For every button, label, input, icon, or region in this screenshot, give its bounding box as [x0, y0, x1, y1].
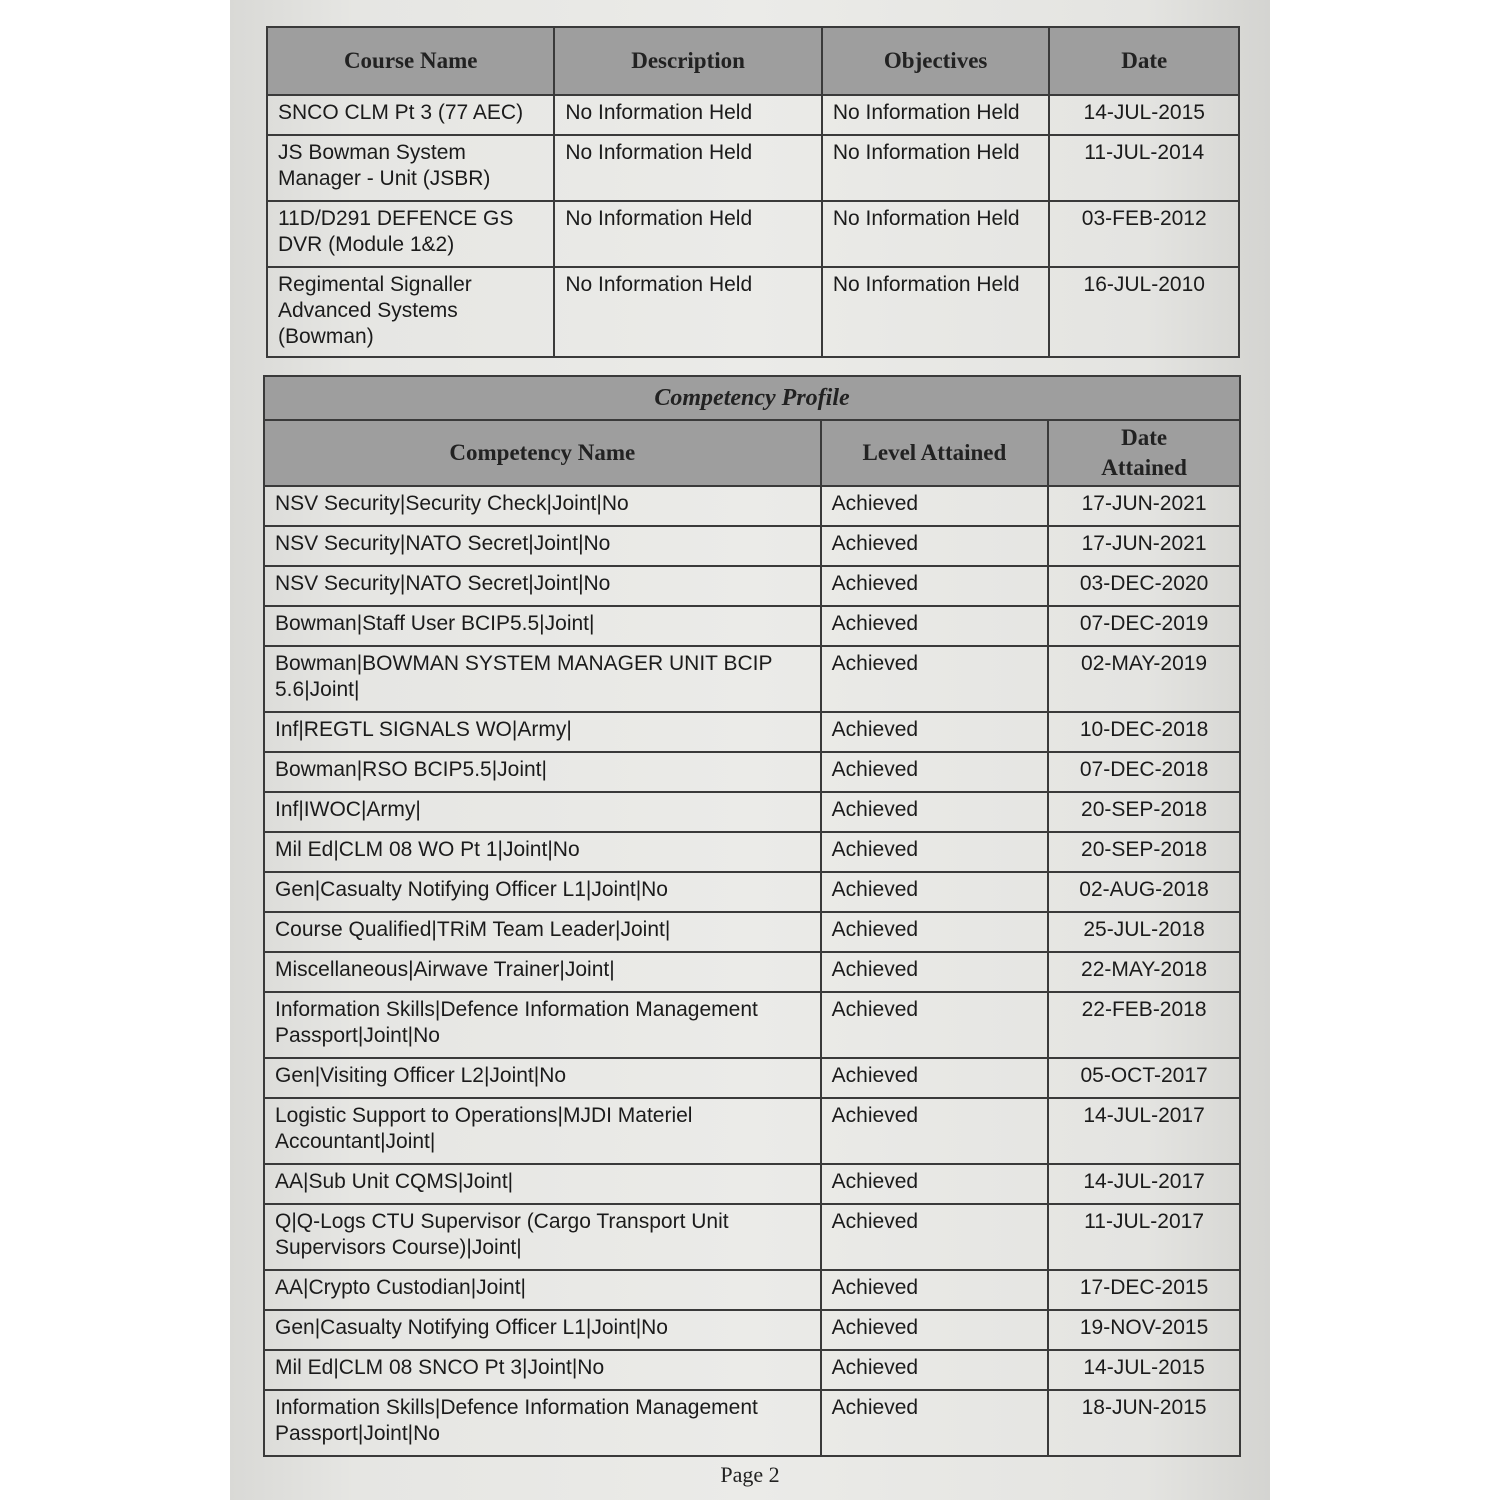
date-attained-cell: 02-MAY-2019 — [1048, 646, 1240, 712]
level-attained-cell: Achieved — [821, 712, 1049, 752]
date-attained-cell: 17-DEC-2015 — [1048, 1270, 1240, 1310]
competency-name-cell: Miscellaneous|Airwave Trainer|Joint| — [264, 952, 821, 992]
table-row — [267, 201, 1239, 267]
course-name-cell: Regimental Signaller Advanced Systems (Bowman) — [267, 267, 554, 357]
table-row — [264, 1098, 1240, 1164]
competency-name-cell: Inf|IWOC|Army| — [264, 792, 821, 832]
competency-name-cell: AA|Sub Unit CQMS|Joint| — [264, 1164, 821, 1204]
table-row — [264, 1164, 1240, 1204]
competency-name-cell: NSV Security|NATO Secret|Joint|No — [264, 566, 821, 606]
level-attained-cell: Achieved — [821, 792, 1049, 832]
competency-name-cell: Gen|Visiting Officer L2|Joint|No — [264, 1058, 821, 1098]
objectives-cell: No Information Held — [822, 201, 1050, 267]
competency-rows — [264, 486, 1240, 1456]
date-cell: 16-JUL-2010 — [1049, 267, 1239, 357]
table-row — [267, 95, 1239, 135]
level-attained-cell: Achieved — [821, 606, 1049, 646]
description-cell: No Information Held — [554, 201, 821, 267]
level-attained-cell: Achieved — [821, 1164, 1049, 1204]
competency-name-cell: NSV Security|NATO Secret|Joint|No — [264, 526, 821, 566]
level-attained-cell: Achieved — [821, 486, 1049, 526]
competency-name-cell: Information Skills|Defence Information Management Passport|Joint|No — [264, 992, 821, 1058]
table-row — [264, 832, 1240, 872]
table-row — [264, 646, 1240, 712]
level-attained-cell: Achieved — [821, 566, 1049, 606]
competency-header-row — [264, 420, 1240, 486]
date-attained-cell: 11-JUL-2017 — [1048, 1204, 1240, 1270]
level-attained-cell: Achieved — [821, 752, 1049, 792]
level-attained-cell: Achieved — [821, 912, 1049, 952]
date-attained-cell: 03-DEC-2020 — [1048, 566, 1240, 606]
level-attained-cell: Achieved — [821, 832, 1049, 872]
date-cell: 14-JUL-2015 — [1049, 95, 1239, 135]
header-description: Description — [554, 27, 821, 95]
table-row — [264, 1058, 1240, 1098]
header-level-attained: Level Attained — [821, 420, 1049, 486]
competency-name-cell: Bowman|BOWMAN SYSTEM MANAGER UNIT BCIP 5.6|Joint| — [264, 646, 821, 712]
table-row — [264, 606, 1240, 646]
level-attained-cell: Achieved — [821, 1350, 1049, 1390]
table-row — [264, 1390, 1240, 1456]
date-cell: 03-FEB-2012 — [1049, 201, 1239, 267]
date-attained-cell: 05-OCT-2017 — [1048, 1058, 1240, 1098]
objectives-cell: No Information Held — [822, 135, 1050, 201]
competency-name-cell: Bowman|Staff User BCIP5.5|Joint| — [264, 606, 821, 646]
competency-name-cell: Mil Ed|CLM 08 WO Pt 1|Joint|No — [264, 832, 821, 872]
level-attained-cell: Achieved — [821, 646, 1049, 712]
date-attained-cell: 17-JUN-2021 — [1048, 486, 1240, 526]
level-attained-cell: Achieved — [821, 1390, 1049, 1456]
competency-name-cell: Inf|REGTL SIGNALS WO|Army| — [264, 712, 821, 752]
competency-name-cell: Logistic Support to Operations|MJDI Materiel Accountant|Joint| — [264, 1098, 821, 1164]
header-competency-name: Competency Name — [264, 420, 821, 486]
course-name-cell: 11D/D291 DEFENCE GS DVR (Module 1&2) — [267, 201, 554, 267]
competency-name-cell: NSV Security|Security Check|Joint|No — [264, 486, 821, 526]
table-row — [264, 792, 1240, 832]
course-name-cell: JS Bowman System Manager - Unit (JSBR) — [267, 135, 554, 201]
table-row — [264, 752, 1240, 792]
description-cell: No Information Held — [554, 135, 821, 201]
table-row — [264, 712, 1240, 752]
table-row — [264, 486, 1240, 526]
competency-name-cell: Gen|Casualty Notifying Officer L1|Joint|No — [264, 872, 821, 912]
table-row — [264, 992, 1240, 1058]
table-row — [264, 912, 1240, 952]
header-date-attained: Date Attained — [1048, 420, 1240, 486]
table-row — [264, 952, 1240, 992]
objectives-cell: No Information Held — [822, 95, 1050, 135]
date-attained-cell: 22-FEB-2018 — [1048, 992, 1240, 1058]
table-row — [267, 135, 1239, 201]
date-cell: 11-JUL-2014 — [1049, 135, 1239, 201]
courses-table — [266, 26, 1240, 358]
date-attained-cell: 20-SEP-2018 — [1048, 832, 1240, 872]
date-attained-cell: 17-JUN-2021 — [1048, 526, 1240, 566]
date-attained-cell: 20-SEP-2018 — [1048, 792, 1240, 832]
table-row — [264, 566, 1240, 606]
date-attained-cell: 10-DEC-2018 — [1048, 712, 1240, 752]
date-attained-cell: 07-DEC-2018 — [1048, 752, 1240, 792]
course-name-cell: SNCO CLM Pt 3 (77 AEC) — [267, 95, 554, 135]
description-cell: No Information Held — [554, 95, 821, 135]
header-objectives: Objectives — [822, 27, 1050, 95]
description-cell: No Information Held — [554, 267, 821, 357]
competency-name-cell: Q|Q-Logs CTU Supervisor (Cargo Transport Unit Supervisors Course)|Joint| — [264, 1204, 821, 1270]
competency-name-cell: Gen|Casualty Notifying Officer L1|Joint|No — [264, 1310, 821, 1350]
competency-name-cell: Mil Ed|CLM 08 SNCO Pt 3|Joint|No — [264, 1350, 821, 1390]
level-attained-cell: Achieved — [821, 1098, 1049, 1164]
level-attained-cell: Achieved — [821, 992, 1049, 1058]
table-row — [264, 1204, 1240, 1270]
level-attained-cell: Achieved — [821, 952, 1049, 992]
date-attained-cell: 14-JUL-2017 — [1048, 1164, 1240, 1204]
competency-name-cell: Course Qualified|TRiM Team Leader|Joint| — [264, 912, 821, 952]
level-attained-cell: Achieved — [821, 1204, 1049, 1270]
date-attained-cell: 22-MAY-2018 — [1048, 952, 1240, 992]
table-row — [264, 1350, 1240, 1390]
level-attained-cell: Achieved — [821, 1270, 1049, 1310]
section-title: Competency Profile — [264, 376, 1240, 420]
table-row — [264, 1310, 1240, 1350]
date-attained-cell: 19-NOV-2015 — [1048, 1310, 1240, 1350]
date-attained-cell: 02-AUG-2018 — [1048, 872, 1240, 912]
competency-name-cell: AA|Crypto Custodian|Joint| — [264, 1270, 821, 1310]
table-row — [264, 872, 1240, 912]
courses-header-row — [267, 27, 1239, 95]
level-attained-cell: Achieved — [821, 872, 1049, 912]
table-row — [264, 526, 1240, 566]
date-attained-cell: 14-JUL-2015 — [1048, 1350, 1240, 1390]
level-attained-cell: Achieved — [821, 1310, 1049, 1350]
header-date: Date — [1049, 27, 1239, 95]
competency-profile-table — [263, 375, 1241, 1457]
table-row — [264, 1270, 1240, 1310]
date-attained-cell: 18-JUN-2015 — [1048, 1390, 1240, 1456]
level-attained-cell: Achieved — [821, 1058, 1049, 1098]
header-course-name: Course Name — [267, 27, 554, 95]
date-attained-cell: 14-JUL-2017 — [1048, 1098, 1240, 1164]
objectives-cell: No Information Held — [822, 267, 1050, 357]
date-attained-cell: 25-JUL-2018 — [1048, 912, 1240, 952]
date-attained-cell: 07-DEC-2019 — [1048, 606, 1240, 646]
level-attained-cell: Achieved — [821, 526, 1049, 566]
table-row — [267, 267, 1239, 357]
page-number: Page 2 — [720, 1462, 780, 1487]
competency-name-cell: Information Skills|Defence Information Management Passport|Joint|No — [264, 1390, 821, 1456]
competency-name-cell: Bowman|RSO BCIP5.5|Joint| — [264, 752, 821, 792]
